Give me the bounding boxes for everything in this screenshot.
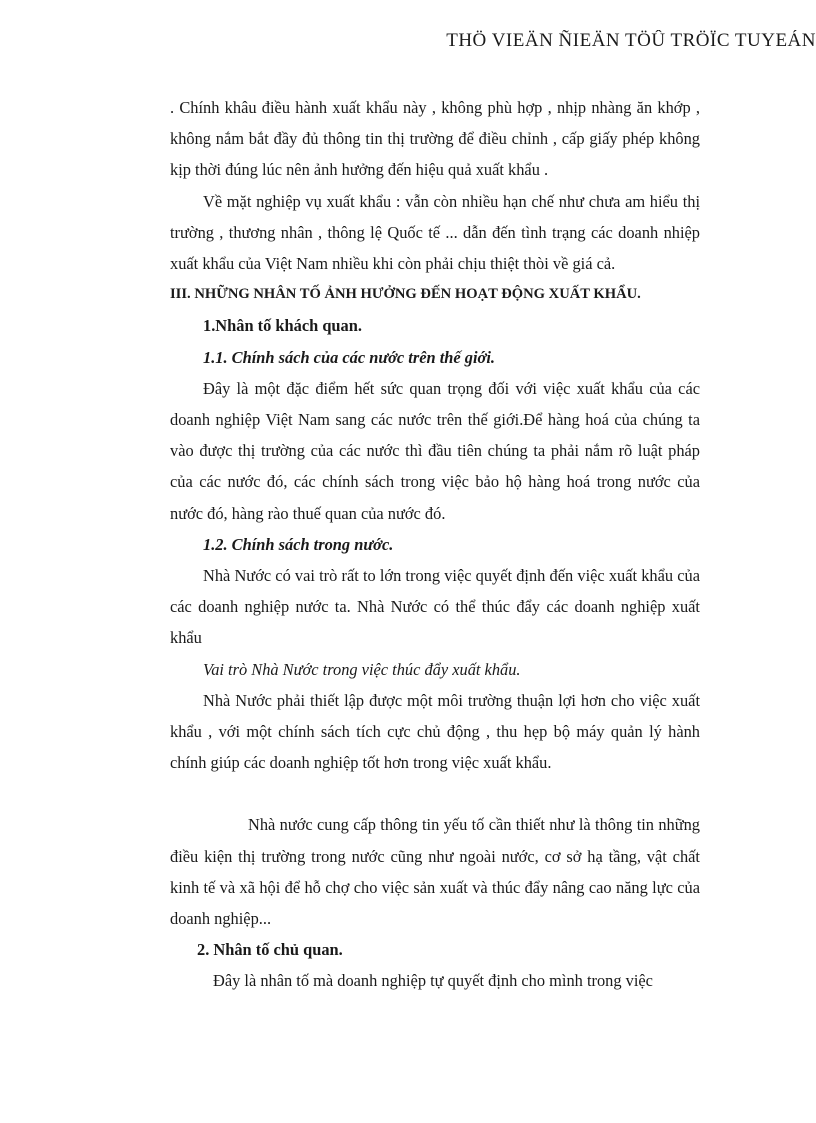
paragraph-intro: . Chính khâu điều hành xuất khẩu này , không phù hợp , nhịp nhàng ăn khớp , không nắm bắt đầy đủ thông tin thị trường để điều chỉnh , cấp giấy phép không kịp thời đúng lúc nên ảnh hưởng đến hiệu quả xuất khẩu . [170, 98, 700, 180]
paragraph-state-information: Nhà nước cung cấp thông tin yếu tố cần thiết như là thông tin những điều kiện thị trường trong nước cũng như ngoài nước, cơ sở hạ tầng, vật chất kinh tế và xã hội để hỗ chợ cho việc sản xuất và thúc đẩy nâng cao năng lực của doanh nghiệp... [170, 815, 700, 929]
paragraph-gap [170, 778, 700, 809]
italic-note-state-role: Vai trò Nhà Nước trong việc thúc đẩy xuất khẩu. [203, 659, 521, 679]
subsection-heading-domestic-policy: 1.2. Chính sách trong nước. [203, 534, 394, 554]
paragraph-domestic-policy: Nhà Nước có vai trò rất to lớn trong việc quyết định đến việc xuất khẩu của các doanh nghiệp nước ta. Nhà Nước có thể thúc đẩy các doanh nghiệp xuất khẩu [170, 566, 700, 648]
paragraph-world-policy: Đây là một đặc điểm hết sức quan trọng đối với việc xuất khẩu của các doanh nghiệp Việt Nam sang các nước trên thế giới.Để hàng hoá của chúng ta vào được thị trường của các nước thì đầu tiên chúng ta phải nắm rõ luật pháp của các nước đó, các chính sách trong việc bảo hộ hàng hoá trong nước của nước đó, hàng rào thuế quan của nước đó. [170, 378, 700, 523]
document-body [170, 92, 700, 997]
paragraph-state-environment: Nhà Nước phải thiết lập được một môi trường thuận lợi hơn cho việc xuất khẩu , với một chính sách tích cực chủ động , thu hẹp bộ máy quản lý hành chính giúp các doanh nghiệp tốt hơn trong việc xuất khẩu. [170, 690, 700, 773]
paragraph-export-operations: Về mặt nghiệp vụ xuất khẩu : vẫn còn nhiều hạn chế như chưa am hiểu thị trường , thương nhân , thông lệ Quốc tế ... dẫn đến tình trạng các doanh nhiệp xuất khẩu của Việt Nam nhiều khi còn phải chịu thiệt thòi về giá cả. [170, 191, 700, 274]
subsection-heading-subjective: 2. Nhân tố chủ quan. [197, 940, 343, 960]
paragraph-subjective: Đây là nhân tố mà doanh nghiệp tự quyết định cho mình trong việc [213, 971, 653, 991]
section-heading: III. NHỮNG NHÂN TỐ ẢNH HƯỞNG ĐẾN HOẠT ĐỘNG XUẤT KHẨU. [170, 286, 641, 303]
page-header: THÖ VIEÄN ÑIEÄN TÖÛ TRÖÏC TUYEÁN [446, 30, 816, 51]
subsection-heading-objective: 1.Nhân tố khách quan. [203, 316, 362, 336]
subsection-heading-world-policy: 1.1. Chính sách của các nước trên thế giới. [203, 347, 495, 367]
